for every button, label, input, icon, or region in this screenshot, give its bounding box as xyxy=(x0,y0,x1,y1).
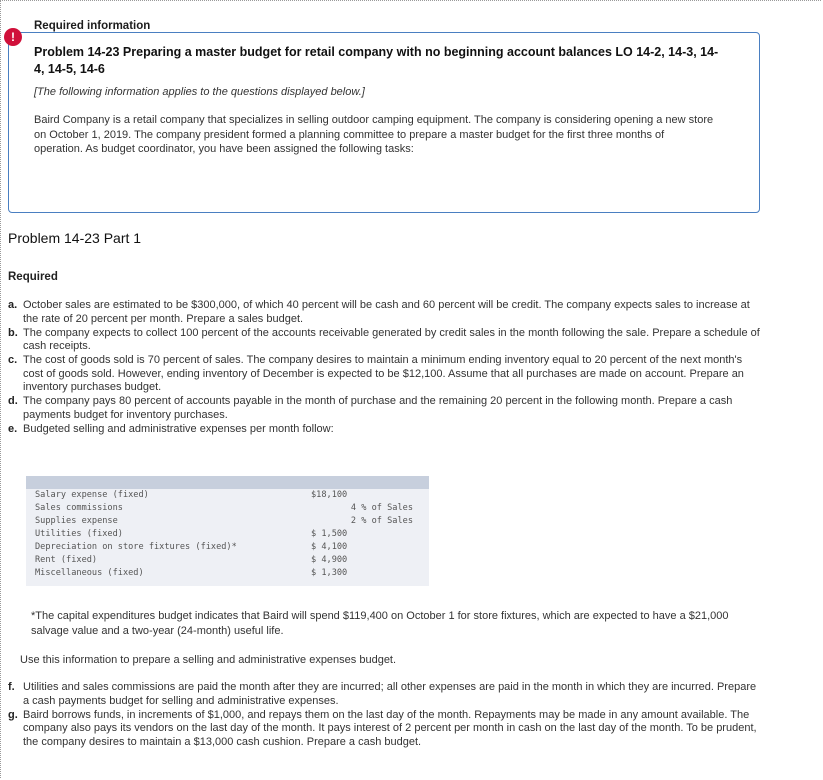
item-letter: e. xyxy=(8,422,18,435)
expense-label: Rent (fixed) xyxy=(35,555,98,565)
item-letter: f. xyxy=(8,681,15,693)
expense-label: Sales commissions xyxy=(35,503,123,513)
expense-label: Salary expense (fixed) xyxy=(35,490,149,500)
item-letter: c. xyxy=(8,354,18,366)
list-item xyxy=(8,681,758,708)
list-item xyxy=(8,423,763,437)
footnote: *The capital expenditures budget indicates that Baird will spend $119,400 on October 1 for store fixtures, which are expected to have a $21,000 salvage value and a two-year (24-month) useful life. xyxy=(31,610,729,637)
requirements-list-2 xyxy=(8,681,758,750)
item-letter: d. xyxy=(8,395,18,407)
item-text: The company expects to collect 100 percent of the accounts receivable generated by credit sales in the month following the sale. Prepare a schedule of cash receipts. xyxy=(23,326,760,352)
item-text: October sales are estimated to be $300,000, of which 40 percent will be cash and 60 percent will be credit. The company expects sales to increase at the rate of 20 percent per month. Prepare a sales budget. xyxy=(23,299,750,325)
table-row xyxy=(26,515,429,528)
expense-percent: 2 % of Sales xyxy=(350,516,413,526)
table-row xyxy=(26,541,429,554)
requirements-list xyxy=(8,299,763,437)
item-letter: a. xyxy=(8,299,18,311)
item-text: Utilities and sales commissions are paid the month after they are incurred; all other expenses are paid in the month in which they are incurred. Prepare a cash payments budget for selling and administrative expenses. xyxy=(23,681,757,707)
expense-label: Miscellaneous (fixed) xyxy=(35,568,144,578)
expense-label: Supplies expense xyxy=(35,516,118,526)
table-row xyxy=(26,567,429,580)
list-item xyxy=(8,327,763,354)
item-text: Budgeted selling and administrative expenses per month follow: xyxy=(23,422,334,435)
item-text: The company pays 80 percent of accounts payable in the month of purchase and the remaining 20 percent in the following month. Prepare a cash payments budget for inventory purchases. xyxy=(23,395,733,421)
part-title: Problem 14-23 Part 1 xyxy=(8,230,142,246)
alert-icon: ! xyxy=(4,28,22,46)
table-row xyxy=(26,489,429,502)
item-text: The cost of goods sold is 70 percent of sales. The company desires to maintain a minimum ending inventory equal to 20 percent of the next month's cost of goods sold. However, ending inventory of December is expected to be $12,100. Assume that all purchases are made on account. Prepare an inventory purchases budget. xyxy=(23,354,744,393)
expense-value: $ 1,500 xyxy=(311,529,348,539)
expense-percent: 4 % of Sales xyxy=(350,503,413,513)
required-label: Required xyxy=(8,271,58,283)
info-note: [The following information applies to the questions displayed below.] xyxy=(34,86,365,98)
expense-value: $ 4,100 xyxy=(311,542,348,552)
instruction-line: Use this information to prepare a selling and administrative expenses budget. xyxy=(20,654,397,666)
table-header-bar xyxy=(26,476,429,489)
expense-value: $ 1,300 xyxy=(311,568,348,578)
table-row xyxy=(26,554,429,567)
expense-label: Utilities (fixed) xyxy=(35,529,123,539)
table-row xyxy=(26,528,429,541)
list-item xyxy=(8,354,763,395)
list-item xyxy=(8,395,763,422)
expense-label: Depreciation on store fixtures (fixed)* xyxy=(35,542,237,552)
list-item xyxy=(8,709,758,750)
problem-heading: Problem 14-23 Preparing a master budget for retail company with no beginning account balances LO 14-2, 14-3, 14-4, 14-5, 14-6 xyxy=(34,45,719,76)
item-letter: b. xyxy=(8,326,18,339)
info-title: Required information xyxy=(34,20,151,32)
expense-value: $ 4,900 xyxy=(311,555,348,565)
item-letter: g. xyxy=(8,708,18,721)
expense-table xyxy=(26,476,429,586)
item-text: Baird borrows funds, in increments of $1,000, and repays them on the last day of the month. Repayments may be made in any amount available. The company also pays its vendors on the last day of the month. It pays interest of 2 percent per month in cash on the last day of the month. To be prudent, the company desires to maintain a $13,000 cash cushion. Prepare a cash budget. xyxy=(23,708,757,748)
intro-paragraph: Baird Company is a retail company that specializes in selling outdoor camping equipment. The company is considering opening a new store on October 1, 2019. The company president formed a planning committee to prepare a master budget for the first three months of operation. As budget coordinator, you have been assigned the following tasks: xyxy=(34,114,714,155)
expense-value: $18,100 xyxy=(311,490,348,500)
table-row xyxy=(26,502,429,515)
list-item xyxy=(8,299,763,326)
